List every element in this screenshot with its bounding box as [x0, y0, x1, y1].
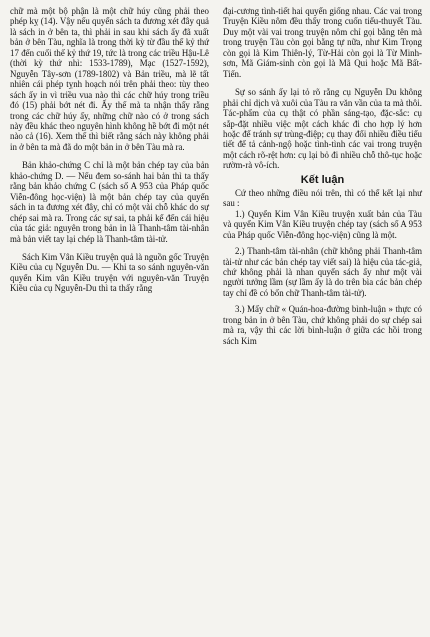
left-column [10, 6, 209, 637]
paragraph: Bản khảo-chứng C chỉ là một bản chép tay của bản khảo-chứng D. — Nếu đem so-sánh hai bản thì ta thấy rằng bản khảo chứng C (sách số A 953 của Pháp quốc Viễn-đông học-viện) là một bản chép tay của quyển sách in ta đương xét đây, chỉ có một vài chỗ khác do sự chép sai mà ra. Trong các sự sai, ta phải kể đến cái hiệu của tác giả: nguyên trong bản in là Thanh-tâm tài-nhân mà bản viết tay lại chép là Thanh-tâm tài-tử. [10, 160, 209, 244]
list-item: 1.) Quyển Kim Vân Kiều truyện xuất bản của Tàu và quyển Kim Vân Kiều truyện chép tay (sách số A 953 của Pháp quốc Viễn-đông học-viện) cũng là một. [223, 208, 422, 240]
list-item: 3.) Mấy chữ « Quán-hoa-đường bình-luận » thực có trong bản in ở bên Tàu, chứ không phải do sự chép sai mà ra, vậy thì các lời bình-luận ở giữa các hồi trong sách Kim [223, 304, 422, 346]
right-column [223, 6, 422, 637]
list-item: 2.) Thanh-tâm tài-nhân (chữ không phải Thanh-tâm tài-tử như các bản chép tay viết sai) là hiệu của tác-giả, chứ không phải là nhan quyển sách ấy như một vài người tưởng lầm (sự lầm ấy là do trên bìa các bản chép tay chỉ đề có bốn chữ Thanh-tâm tài-tử). [223, 246, 422, 298]
paragraph: Sự so sánh ấy lại tỏ rõ rằng cụ Nguyễn Du không phải chỉ dịch và xuôi của Tàu ra văn vần của ta mà thôi. Tác-phẩm của cụ thật có phần sáng-tạo, đặc-sắc: cụ sắp-đặt nhiều việc một cách khác đi cho hợp lý hơn hoặc để tránh sự trùng-điệp; cụ thay đổi nhiều điều tiểu tiết để tả cảnh-ngộ hoặc tình-tình các vai trong truyện một cách rõ-rệt hơn: cụ lại bỏ đi nhiều chỗ thô-tục hoặc rườm-rà vô-ích. [223, 87, 422, 171]
section-heading: Kết luận [300, 173, 345, 186]
paragraph: Cứ theo những điều nói trên, thì có thể kết lại như sau : [223, 187, 422, 209]
paragraph: Sách Kim Vân Kiều truyện quả là nguồn gốc Truyện Kiều của cụ Nguyễn Du. — Khi ta so sánh nguyên-văn quyển Kim vân Kiều truyện với nguyên-văn Truyện Kiều của cụ Nguyễn-Du thì ta thấy rằng [10, 251, 209, 294]
paragraph: đại-cương tình-tiết hai quyển giống nhau. Các vai trong Truyện Kiều nôm đều thấy trong cuốn tiểu-thuyết Tàu. Duy một vài vai trong truyện nôm chỉ gọi bằng tên mà trong truyện Tàu còn gọi bằng tự nữa, như Kim Trọng còn gọi là Kim Thiên-lý, Từ-Hải còn gọi là Từ Minh-sơn, Mã Giám-sinh còn gọi là Mã Qui hoặc Mã Bất-Tiến. [223, 6, 422, 79]
paragraph: chữ mà một bộ phận là một chữ húy cũng phải theo phép kỵ (14). Vậy nếu quyển sách ta đương xét đây quả là sách in ở bên ta, thì phải in sau khi sách ấy đã xuất bản ở bên Tàu, nghĩa là trong thời kỳ từ đầu thế kỷ thứ 17 đến cuối thế kỷ thứ 19, tức là trong các triều Hậu-Lê (thời kỳ thứ nhì: 1533-1789), Mạc (1527-1592), Nguyễn Tây-sơn (1789-1802) và Bản triều, mà lẽ tất nhiên cái phép tỵnh hoạch nói trên phải theo: tùy theo sách ấy in vì triều vua nào thì các chữ húy trong triều đó (15) phải bớt nét đi. Ấy thế mà ta nhận thấy rằng trong các chữ húy ấy, những chữ nào có ở trong sách này đều khác theo nguyên hình không hề bớt đi một nét nào cả (16). Xem thế thì biết rằng sách này không phải in ở bên ta mà đã do một bản in ở bên Tàu mà ra. [10, 6, 209, 152]
